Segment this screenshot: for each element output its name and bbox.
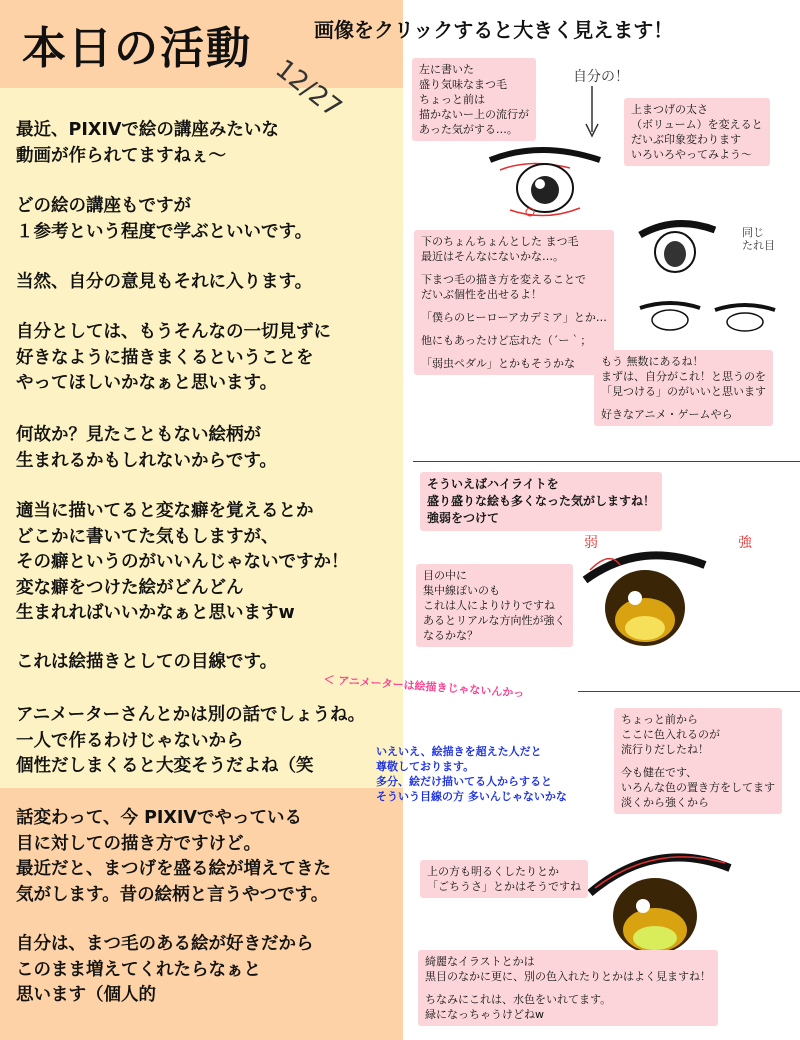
handwritten-weak-label: 弱 [584, 535, 598, 551]
eye-illustration-color[interactable] [585, 838, 735, 958]
reply-comment: いえいえ、絵描きを超えた人だと 尊敬しております。 多分、絵だけ描いてる人からすると そういう目線の方 多いんじゃないかな [376, 745, 567, 803]
note-box: ちょっと前から ここに色入れるのが 流行りだしたね！ 今も健在です、 いろんな色の置き方をしてます 淡くから強くから [614, 708, 782, 814]
paragraph: 自分としては、もうそんなの一切見ずに 好きなように描きまくるということを やってほしいかなぁと思います。 [16, 322, 331, 393]
handwritten-same-label: 同じ たれ目 [742, 226, 775, 252]
section-divider [413, 461, 800, 462]
animator-comment: ＜ アニメーターは絵描きじゃないんかっ [323, 672, 525, 701]
eye-sketch-2[interactable] [635, 210, 725, 280]
handwritten-date: 12/27 [269, 54, 348, 124]
paragraph: 当然、自分の意見もそれに入ります。 [16, 272, 313, 292]
paragraph: 最近、PIXIVで絵の講座みたいな 動画が作られてますねぇ～ [16, 120, 279, 166]
note-box: そういえばハイライトを 盛り盛りな絵も多くなった気がしますね！ 強弱をつけて [420, 472, 662, 531]
paragraph: 自分は、まつ毛のある絵が好きだから このまま増えてくれたらなぁと 思います（個人的 [16, 934, 314, 1005]
note-box: 綺麗なイラストとかは 黒目のなかに更に、別の色入れたりとかはよく見ますね！ ちなみにこれは、水色をいれてます。 緑になっちゃうけどねw [418, 950, 718, 1026]
paragraph: 何故か？見たこともない絵柄が 生まれるかもしれないからです。 [16, 425, 277, 471]
eye-illustration-highlight[interactable] [580, 540, 710, 650]
down-arrow-icon [582, 84, 602, 140]
handwritten-strong-label: 強 [738, 535, 752, 551]
eye-sketch-3[interactable] [635, 296, 785, 336]
paragraph: 話変わって、今 PIXIVでやっている 目に対しての描き方ですけど。 最近だと、まつげを盛る絵が増えてきた 気がします。昔の絵柄と言うやつです。 [16, 808, 331, 905]
note-box: 左に書いた 盛り気味なまつ毛 ちょっと前は 描かないー上の流行が あった気がする…。 [412, 58, 536, 141]
paragraph: アニメーターさんとかは別の話でしょうね。 一人で作るわけじゃないから 個性だしまくると大変そうだよね（笑 [16, 705, 366, 776]
note-box: 目の中に 集中線ぽいのも これは人によりけりですね あるとリアルな方向性が強く なるかな？ [416, 564, 573, 647]
paragraph: どの絵の講座もですが １参考という程度で学ぶといいです。 [16, 196, 313, 242]
paragraph: 適当に描いてると変な癖を覚えるとか どこかに書いてた気もしますが、 その癖というのがいいんじゃないですか！ 変な癖をつけた絵がどんどん 生まれればいいかなぁと思いますw [16, 501, 349, 623]
note-box: 上まつげの太さ （ボリューム）を変えると だいぶ印象変わります いろいろやってみよう～ [624, 98, 770, 166]
page-title: 本日の活動 [22, 23, 252, 74]
note-box: もう 無数にあるね！ まずは、自分がこれ！と思うのを 「見つける」のがいいと思います 好きなアニメ・ゲームやら [594, 350, 773, 426]
note-box: 上の方も明るくしたりとか 「ごちうさ」とかはそうですね [420, 860, 588, 898]
click-to-enlarge-note: 画像をクリックすると大きく見えます！ [314, 18, 674, 42]
eye-sketch-1[interactable] [470, 140, 630, 230]
note-box: 下のちょんちょんとした まつ毛 最近はそんなにないかな…。 下まつ毛の描き方を変えることで だいぶ個性を出せるよ！ 「僕らのヒーローアカデミア」とか… 他にもあったけど忘れた（´ー｀； 「弱虫ペダル」とかもそうかな [414, 230, 614, 375]
section-divider [578, 691, 800, 692]
handwritten-mine-label: 自分の！ [573, 69, 629, 85]
paragraph: これは絵描きとしての目線です。 [16, 652, 278, 672]
